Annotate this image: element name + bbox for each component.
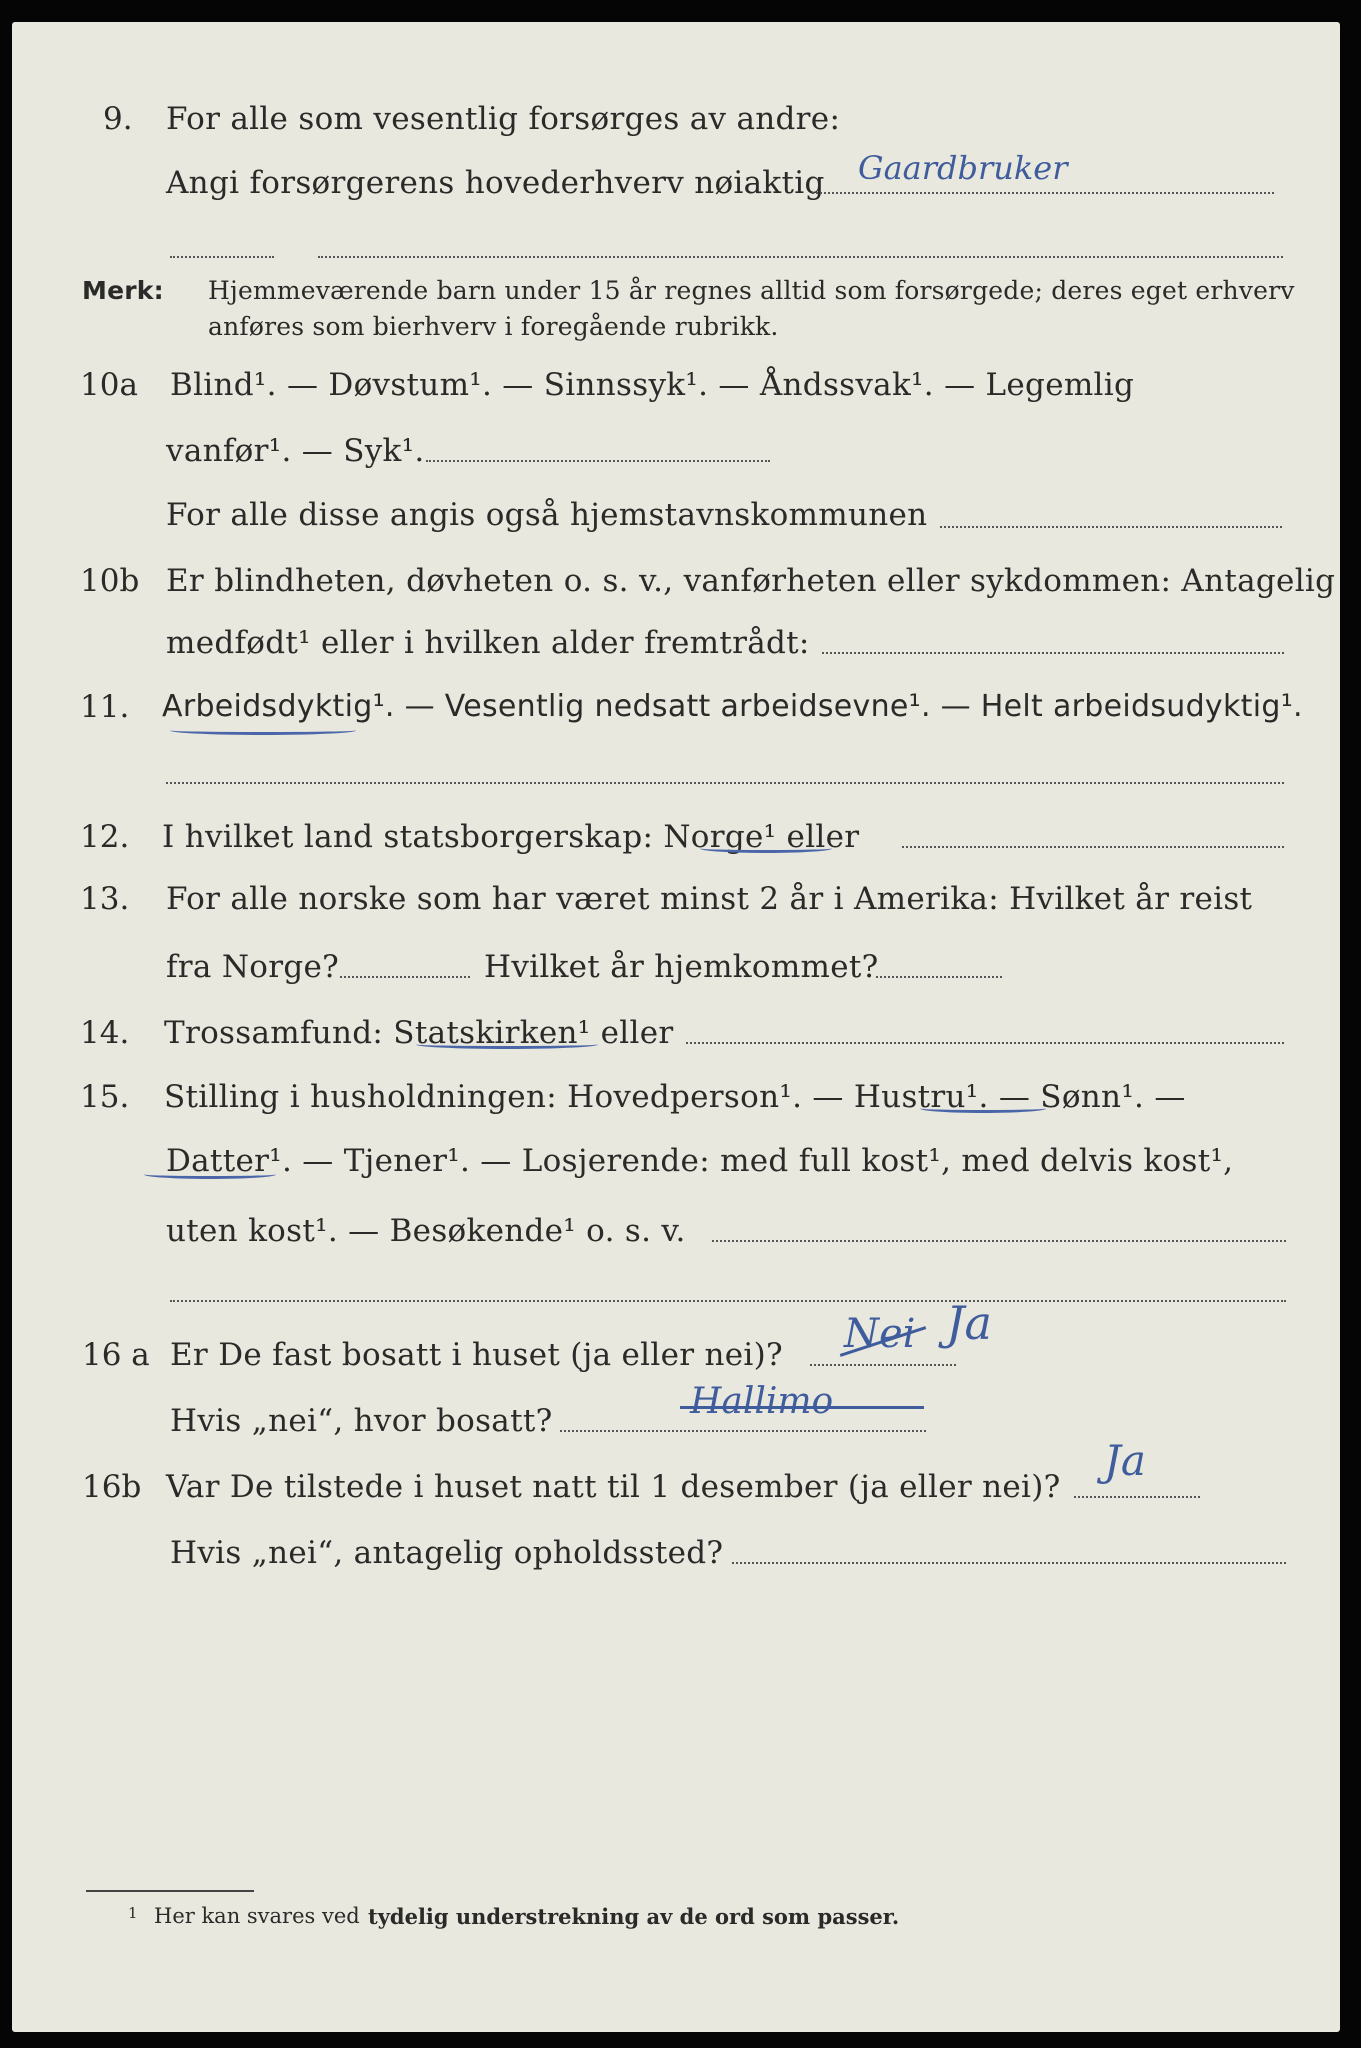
q11-number: 11.: [80, 689, 130, 725]
q16b-opholdssted-line: [732, 1562, 1286, 1564]
q16a-line1: Er De fast bosatt i huset (ja eller nei)?: [170, 1337, 783, 1373]
q12-line1: I hvilket land statsborgerskap: Norge¹ eller: [162, 819, 860, 855]
q10a-hjemstavn-line: [940, 526, 1282, 528]
q16a-answer-struck: Nei: [844, 1311, 916, 1357]
q13-line2a: fra Norge?: [166, 949, 340, 985]
footnote-rule: [86, 1890, 254, 1892]
q13-hjemkommet-line: [876, 976, 1002, 978]
q10a-syk-line: [426, 460, 770, 462]
q16b-line1: Var De tilstede i huset natt til 1 desember (ja eller nei)?: [166, 1469, 1061, 1505]
q10a-number: 10a: [80, 367, 138, 403]
q14-answer-line: [686, 1042, 1284, 1044]
q12-number: 12.: [80, 819, 130, 855]
q9-number: 9.: [103, 101, 133, 137]
q9-extra-line-a: [170, 256, 274, 258]
merk-label: Merk:: [82, 276, 164, 305]
q14-underline-statskirken: [416, 1040, 598, 1049]
q15-extra-line: [170, 1300, 1286, 1302]
q15-line1: Stilling i husholdningen: Hovedperson¹. — Hustru¹. — Sønn¹. —: [164, 1079, 1186, 1115]
q16b-line2: Hvis „nei“, antagelig opholdssted?: [170, 1535, 724, 1571]
q9-answer-line: [812, 192, 1274, 194]
q10b-line1: Er blindheten, døvheten o. s. v., vanførheten eller sykdommen: Antagelig: [166, 563, 1336, 599]
footnote-mark: 1: [128, 1904, 138, 1922]
q15-answer-line: [712, 1240, 1286, 1242]
q13-line2b: Hvilket år hjemkommet?: [484, 949, 879, 985]
q10a-line1: Blind¹. — Døvstum¹. — Sinnssyk¹. — Åndssvak¹. — Legemlig: [170, 367, 1135, 403]
q11-line1: Arbeidsdyktig¹. — Vesentlig nedsatt arbeidsevne¹. — Helt arbeidsudyktig¹.: [162, 689, 1303, 724]
q11-extra-line: [166, 782, 1284, 784]
q16b-answer-line: [1074, 1496, 1200, 1498]
q10b-number: 10b: [80, 563, 140, 599]
q16a-bosatt-line: [560, 1430, 926, 1432]
q16a-answer: Ja: [946, 1296, 992, 1350]
q13-number: 13.: [80, 881, 130, 917]
q11-underline-arbeidsdyktig: [170, 726, 356, 735]
q16b-number: 16b: [82, 1469, 142, 1505]
merk-line2: anføres som bierhverv i foregående rubrikk.: [208, 312, 779, 341]
merk-line1: Hjemmeværende barn under 15 år regnes alltid som forsørgede; deres eget erhverv: [208, 276, 1295, 305]
q10b-answer-line: [822, 652, 1284, 654]
q15-number: 15.: [80, 1079, 130, 1115]
q15-underline-datter: [144, 1170, 276, 1179]
q15-line3: uten kost¹. — Besøkende¹ o. s. v.: [166, 1213, 686, 1249]
q16a-answer2-struck: Hallimo: [690, 1381, 834, 1422]
q16a-answer-line: [810, 1364, 956, 1366]
q16a-number: 16 a: [82, 1337, 150, 1373]
q9-line2: Angi forsørgerens hovederhverv nøiaktig: [166, 165, 825, 201]
q13-line1: For alle norske som har været minst 2 år i Amerika: Hvilket år reist: [166, 881, 1253, 917]
q15-line2: Datter¹. — Tjener¹. — Losjerende: med full kost¹, med delvis kost¹,: [166, 1143, 1234, 1179]
q15-underline-hustru: [920, 1104, 1046, 1113]
q9-line1: For alle som vesentlig forsørges av andre:: [166, 101, 841, 137]
q10b-line2: medfødt¹ eller i hvilken alder fremtrådt:: [166, 625, 810, 661]
q10a-line3: For alle disse angis også hjemstavnskommunen: [166, 497, 928, 533]
q9-answer: Gaardbruker: [858, 149, 1068, 187]
q16a-strikethrough-2: [680, 1406, 924, 1409]
q12-underline-norge: [700, 844, 832, 853]
q10a-line2: vanfør¹. — Syk¹.: [166, 433, 425, 469]
q13-reist-line: [340, 976, 470, 978]
q9-extra-line-b: [318, 256, 1283, 258]
q12-answer-line: [902, 846, 1284, 848]
q14-number: 14.: [80, 1015, 130, 1051]
footnote-text-b: tydelig understrekning av de ord som passer.: [368, 1904, 900, 1929]
q16b-answer: Ja: [1104, 1436, 1146, 1485]
footnote-text-a: Her kan svares ved: [154, 1904, 360, 1928]
q14-line1: Trossamfund: Statskirken¹ eller: [164, 1015, 674, 1051]
q16a-line2: Hvis „nei“, hvor bosatt?: [170, 1403, 553, 1439]
